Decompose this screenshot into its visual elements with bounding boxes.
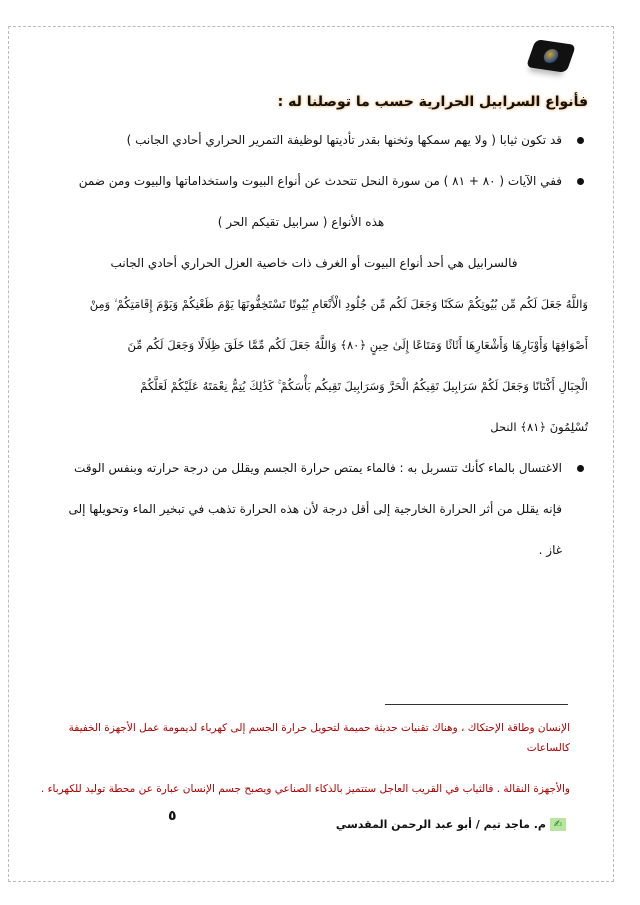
verse-line: الْجِبَالِ أَكْنَانًا وَجَعَلَ لَكُمْ سَرَابِيلَ تَقِيكُمُ الْحَرَّ وَسَرَابِيلَ تَقِيكُم بَأْسَكُمْ ۚ كَذَٰلِكَ يُتِمُّ نِعْمَتَهُ عَلَيْكُمْ لَعَلَّكُمْ bbox=[140, 379, 588, 393]
author-name: م. ماجد تيم / أبو عبد الرحمن المقدسي bbox=[335, 818, 546, 831]
verse-line: أَصْوَافِهَا وَأَوْبَارِهَا وَأَشْعَارِهَا أَثَاثًا وَمَتَاعًا إِلَىٰ حِينٍ ﴿٨٠﴾ وَاللَّهُ جَعَلَ لَكُم مِّمَّا خَلَقَ ظِلَالًا وَجَعَلَ لَكُم مِّنَ bbox=[127, 338, 588, 352]
footnote bbox=[40, 718, 570, 820]
bullet-icon bbox=[577, 178, 584, 185]
verse-line: وَاللَّهُ جَعَلَ لَكُم مِّن بُيُوتِكُمْ سَكَنًا وَجَعَلَ لَكُم مِّن جُلُودِ الْأَنْعَامِ بُيُوتًا تَسْتَخِفُّونَهَا يَوْمَ ظَعْنِكُمْ وَيَوْمَ إِقَامَتِكُمْ ۙ وَمِنْ bbox=[89, 297, 588, 311]
bullet-text: قد تكون ثيابا ( ولا يهم سمكها وثخنها بقدر تأديتها لوظيفة التمرير الحراري أحادي الجانب ) bbox=[126, 133, 562, 147]
paragraph: فالسرابيل هي أحد أنواع البيوت أو الغرف ذات خاصية العزل الحراري أحادي الجانب bbox=[110, 256, 518, 270]
bullet-item-3 bbox=[40, 458, 588, 478]
bullet-text: الاغتسال بالماء كأنك تتسربل به : فالماء يمتص حرارة الجسم ويقلل من درجة حرارته وبنفس الوقت bbox=[74, 461, 562, 475]
page-number: ٥ bbox=[168, 808, 177, 824]
bullet-text: ففي الآيات ( ٨٠ + ٨١ ) من سورة النحل تتحدث عن أنواع البيوت واستخداماتها والبيوت ومن ضمن bbox=[78, 174, 562, 188]
bullet-item-continued: هذه الأنواع ( سرابيل تقيكم الحر ) bbox=[217, 215, 385, 229]
bullet-item-continued: غاز . bbox=[538, 543, 562, 557]
footnote-separator bbox=[385, 704, 568, 705]
pen-icon: ✍ bbox=[550, 818, 566, 831]
bullet-item-1 bbox=[40, 130, 588, 150]
bullet-icon bbox=[577, 465, 584, 472]
section-title: فأنواع السرابيل الحرارية حسب ما توصلنا له : bbox=[277, 94, 588, 110]
bullet-item-2 bbox=[40, 171, 588, 191]
footnote-line: والأجهزة النقالة . فالثياب في القريب العاجل ستتميز بالذكاء الصناعي ويصبح جسم الإنسان عبارة عن محطة توليد للكهرباء . bbox=[40, 783, 570, 795]
main-content bbox=[40, 92, 588, 581]
author-footer bbox=[336, 818, 566, 831]
bullet-icon bbox=[577, 137, 584, 144]
footnote-line: الإنسان وطاقة الإحتكاك ، وهناك تقنيات حديثة حميمة لتحويل حرارة الجسم إلى كهرباء لديمومة عمل الأجهزة الخفيفة كالساعات bbox=[68, 722, 570, 754]
globe-icon bbox=[542, 48, 560, 64]
verse-line: تُسْلِمُونَ ﴿٨١﴾ النحل bbox=[490, 420, 588, 434]
bullet-item-continued: فإنه يقلل من أثر الحرارة الخارجية إلى أقل درجة لأن هذه الحرارة تذهب في تبخير الماء وتحويلها إلى bbox=[68, 502, 562, 516]
